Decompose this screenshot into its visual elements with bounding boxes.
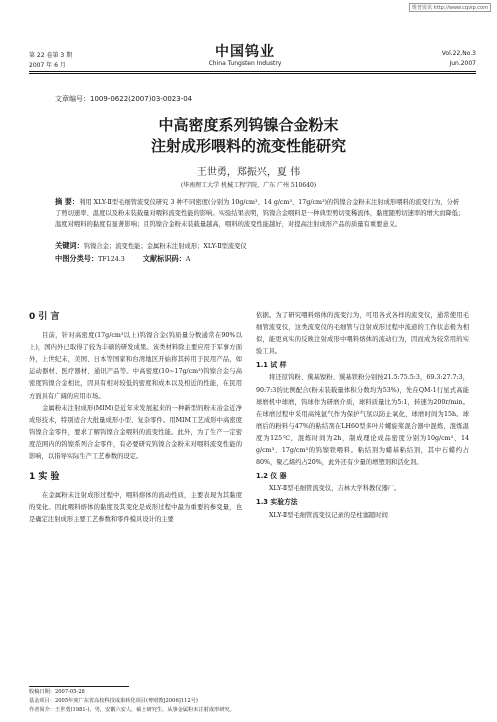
doc-code: A <box>185 256 191 263</box>
journal-volume-en: Vol.22,No.3 <box>441 50 476 57</box>
intro-heading: 0 引 言 <box>29 312 60 322</box>
footnote-received: 收稿日期：2007-05-28 <box>29 689 85 695</box>
authors: 王世勇，郑振兴，夏 伟 <box>196 167 301 178</box>
abstract-text: 利用 XLY-Ⅱ型毛细管流变仪研究 3 种不同密度(分别为 10g/cm³、14 g/cm³、17g/cm³)的钨镍合金粉末注射成形喂料的流变行为，分析了剪切速率、温度以及粉末装载量对喂料流变性能的影响。实验结果表明，钨镍合金喂料是一种典型剪切变稀流体，黏度随剪切速率的增大而降低；温度对喂料的黏度有显著影响；且钨镍合金粉末装载量越高，喂料的流变性能越好，对提高注射成形产品的质量有重要意义。 <box>55 199 465 228</box>
method-paragraph: XLY-Ⅱ型毛细管流变仪记录的是柱塞随时间 <box>269 511 388 519</box>
section-1-3-heading: 1.3 实验方法 <box>256 498 298 507</box>
sample-paragraph: 将还原钨粉、羰基镍粉、羰基铁粉分别按21.5:75.5:3，69.3:27.7:3，90:7:3的比例配合(粉末装载量体积分数均为53%)，先在QM-1行星式高能球磨机中球磨，钨球作为研磨介质，球料质量比为5:1，转速为200r/min。在球磨过程中采用高纯氩气作为保护气氛以防止氧化，球磨时间为15h。球磨后的粉料与47%的粘结剂在LH60型多叶片螺旋桨混合器中混炼，混炼温度为125℃，混炼时间为2h，制成理论成品密度分别为10g/cm³、14 g/cm³、17g/cm³的钨镍铁喂料。粘结剂为蜡基粘结剂，其中石蜡约占80%，聚乙烯约占20%，此外还有少量的增塑剂和活化剂。 <box>256 374 469 467</box>
watermark: 维普资讯 http://www.cqvip.com <box>409 3 491 12</box>
left-column <box>29 311 242 527</box>
intro-paragraph-1: 目前，针对高密度(17g/cm³以上)钨镍合金(钨质量分数通常在90%以上)，国内外已取得了较为丰硕的研发成果。该类材料除主要应用于军事方面外，上世纪末，美国、日本等国家和台湾地区开始将其转用于民用产品，如运动器材、医疗器材、通讯产品等。中高密度(10~17g/cm³)钨镍合金与高密度钨镍合金相比，因具有相对较低的密度和成本以及相近的性能，在民用方面具有广阔的应用市场。 <box>29 332 242 400</box>
header-rule-top <box>29 71 476 72</box>
journal-logo-en: China Tungsten Industry <box>208 60 282 67</box>
classification-label: 中图分类号： <box>55 254 99 263</box>
keywords-label: 关键词： <box>55 241 84 250</box>
right-column <box>256 310 469 522</box>
section-1-2-heading: 1.2 仪 器 <box>256 472 287 481</box>
footnote-rule <box>29 686 129 687</box>
article-number: 文章编号：1009-0622(2007)03-0023-04 <box>55 95 193 103</box>
experiment-paragraph-1: 在金属粉末注射成形过程中，喂料熔体的流动性质，主要表现为其黏度的变化。因此喂料熔体的黏度及其变化是成形过程中最为重要的参变量，也是确定注射成形主要工艺参数和零件模具设计的主要 <box>29 492 242 524</box>
journal-logo <box>200 45 290 68</box>
journal-date-en: Jun.2007 <box>449 60 476 67</box>
journal-volume-cn: 第 22 卷第 3 期 <box>29 52 73 59</box>
title-line-2: 注射成形喂料的流变性能研究 <box>150 137 346 155</box>
footnote-author: 作者简介：王世勇(1981-)，男，安徽六安人，硕士研究生，从事金属粉末注射成形研究。 <box>29 707 235 713</box>
title-line-1: 中高密度系列钨镍合金粉末 <box>158 116 339 134</box>
footnote-fund: 基金项目：2005年度广东省高校科技成果转化项目(粤财教[2006]112号) <box>29 698 198 704</box>
affiliation: (华南理工大学 机械工程学院，广东 广州 510640) <box>180 182 317 189</box>
keywords <box>55 240 465 252</box>
doc-code-label: 文献标识码： <box>142 254 186 263</box>
classification <box>55 253 465 265</box>
abstract <box>55 196 465 230</box>
classification-code: TF124.3 <box>98 256 125 263</box>
header-rule-bottom <box>29 73 476 74</box>
journal-logo-cn: 中国钨业 <box>215 44 275 60</box>
instrument-paragraph: XLY-Ⅱ型毛细管流变仪，吉林大学科教仪器厂。 <box>269 485 401 493</box>
section-1-1-heading: 1.1 试 样 <box>256 361 287 370</box>
right-paragraph-1: 依据。为了研究喂料熔体的流变行为，可用各式各样的流变仪，通常使用毛细管流变仪，这类流变仪的毛细管与注射成形过程中流道的工作状态极为相似，能更真实的反映注射成形中喂料熔体的流动行为，因而成为较常用的实验工具。 <box>256 312 469 356</box>
keywords-text: 钨镍合金；流变性能；金属粉末注射成形；XLY-Ⅱ型流变仪 <box>83 243 247 250</box>
intro-paragraph-2: 金属粉末注射成形(MIM)是近年来发展起来的一种新型的粉末冶金近净成形技术，特别适合大批量成形小型、复杂零件。用MIM工艺成形中高密度钨镍合金零件，要求了解钨镍合金喂料的流变性能。此外，为了生产一定密度范围内的钨镍系列合金零件，有必要研究钨镍合金粉末对喂料流变性能的影响，以指导实际生产工艺参数的设定。 <box>29 404 242 461</box>
journal-date-cn: 2007 年 6 月 <box>29 62 66 69</box>
experiment-heading: 1 实 验 <box>29 472 60 483</box>
abstract-label: 摘 要： <box>55 197 80 206</box>
